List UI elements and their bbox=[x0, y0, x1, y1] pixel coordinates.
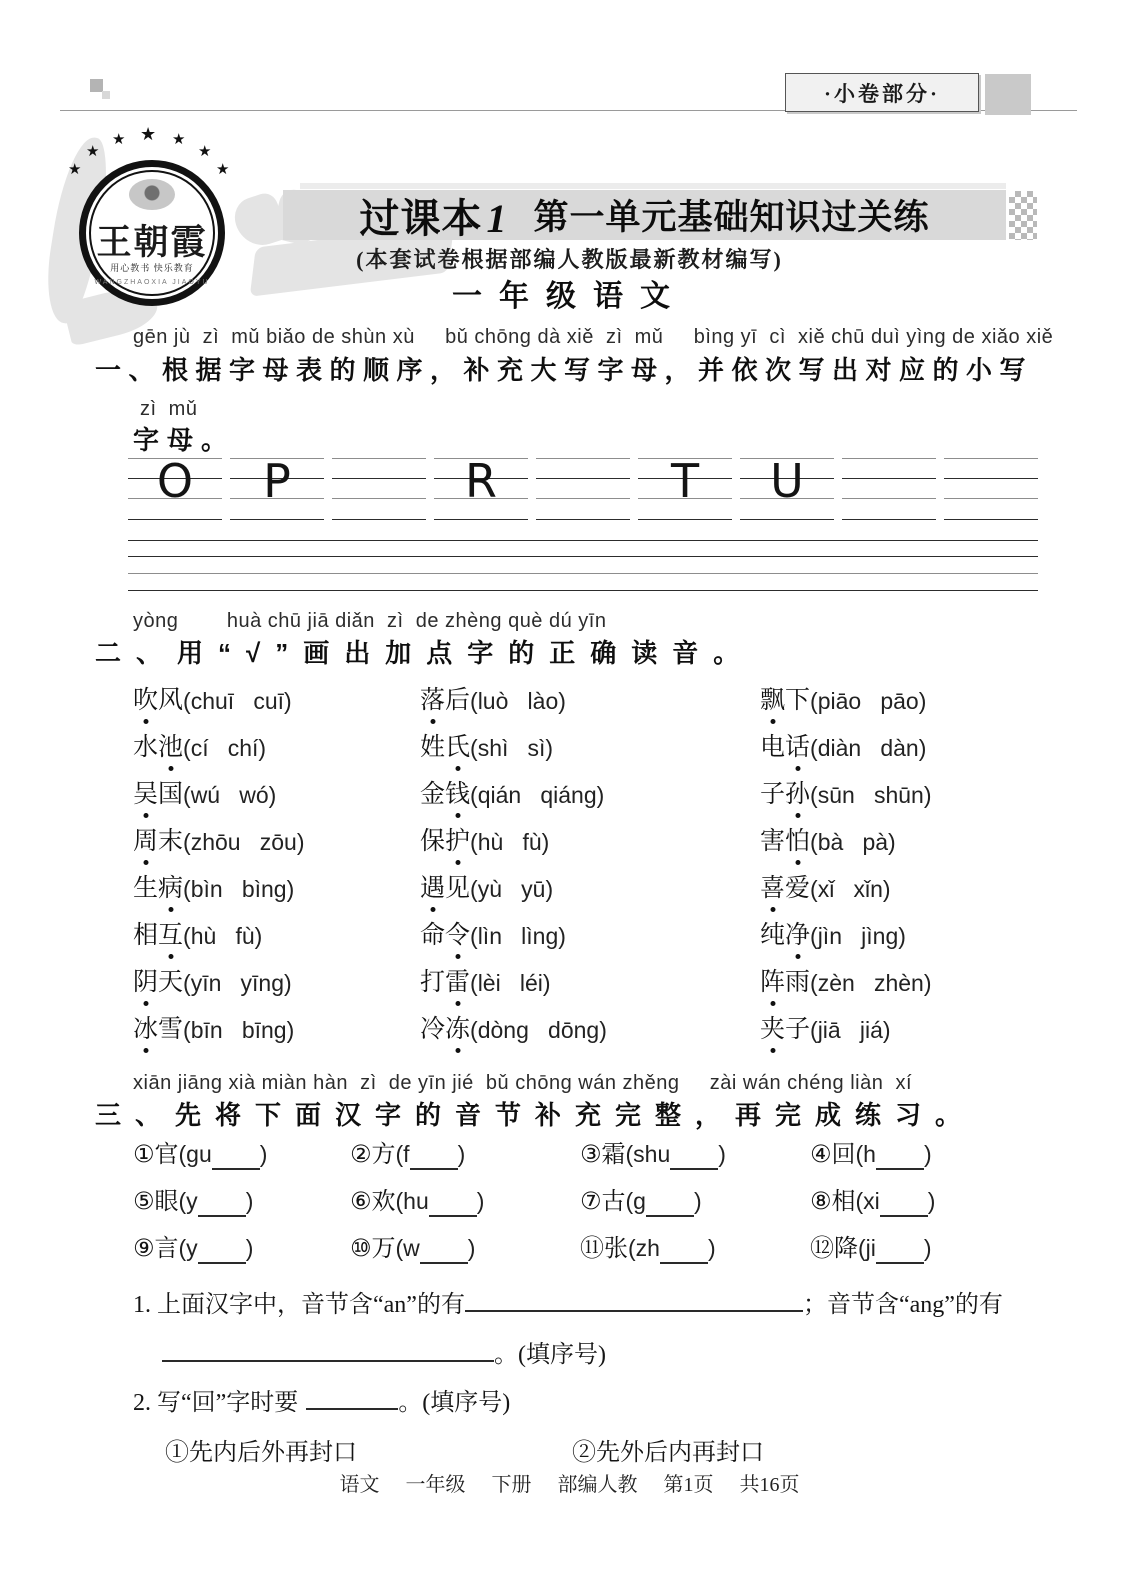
pinyin-options: (piāo pāo) bbox=[810, 688, 927, 714]
staff-line bbox=[842, 458, 936, 459]
staff-line bbox=[332, 498, 426, 499]
dotted-character: 吴 bbox=[133, 781, 159, 808]
answer-blank bbox=[660, 1238, 708, 1264]
staff-line bbox=[842, 498, 936, 499]
word-text bbox=[760, 1015, 810, 1045]
option-1: ①先内后外再封口 bbox=[165, 1440, 357, 1466]
character: 爱 bbox=[785, 875, 811, 902]
letter-box bbox=[638, 454, 732, 520]
word-item bbox=[760, 733, 1040, 780]
word-item bbox=[420, 874, 760, 921]
pinyin-options: (lìn lìng) bbox=[470, 923, 566, 949]
staff-line bbox=[536, 519, 630, 520]
character: 子 bbox=[760, 781, 786, 808]
pinyin-options: (jiā jiá) bbox=[810, 1017, 891, 1043]
syllable-close: ) bbox=[245, 1188, 254, 1214]
staff-line bbox=[740, 519, 834, 520]
syllable-item-label: ③霜 bbox=[580, 1140, 626, 1168]
word-text bbox=[133, 686, 183, 716]
word-text bbox=[133, 921, 183, 951]
word-text bbox=[760, 874, 810, 904]
staff-line bbox=[332, 519, 426, 520]
staff-line bbox=[944, 519, 1038, 520]
pinyin-options: (luò lào) bbox=[470, 688, 566, 714]
staff-line bbox=[638, 519, 732, 520]
character: 生 bbox=[133, 875, 159, 902]
staff-line bbox=[128, 590, 1038, 591]
answer-blank bbox=[198, 1238, 246, 1264]
star-icon: ★ bbox=[68, 161, 82, 178]
syllable-item-label: ⑤眼 bbox=[133, 1187, 179, 1215]
footer-item: 下册 bbox=[491, 1474, 532, 1496]
letter-practice-row bbox=[128, 454, 1038, 520]
character: 害 bbox=[760, 828, 786, 855]
pinyin-options: (hù fù) bbox=[183, 923, 263, 949]
syllable-stem: (shu bbox=[625, 1141, 671, 1167]
pinyin-options: (xǐ xǐn) bbox=[810, 876, 891, 902]
character: 命 bbox=[420, 922, 446, 949]
practice-letter: U bbox=[770, 454, 804, 508]
syllable-close: ) bbox=[693, 1188, 702, 1214]
word-text bbox=[760, 921, 810, 951]
character: 末 bbox=[158, 828, 184, 855]
word-item bbox=[760, 968, 1040, 1015]
word-item bbox=[133, 827, 420, 874]
character: 冷 bbox=[420, 1016, 446, 1043]
answer-blank bbox=[410, 1144, 458, 1170]
word-text bbox=[133, 827, 183, 857]
pinyin-options: (qián qiáng) bbox=[470, 782, 605, 808]
dotted-character: 雷 bbox=[445, 969, 471, 996]
character: 纯 bbox=[760, 922, 786, 949]
word-text bbox=[760, 827, 810, 857]
character: 见 bbox=[445, 875, 471, 902]
syllable-stem: (hu bbox=[395, 1188, 429, 1214]
pinyin-options: (zhōu zōu) bbox=[183, 829, 305, 855]
syllable-item bbox=[133, 1138, 350, 1185]
q2-word-grid bbox=[133, 686, 1040, 1062]
staff-line bbox=[536, 458, 630, 459]
word-item bbox=[760, 780, 1040, 827]
title-banner bbox=[283, 190, 1006, 240]
word-item bbox=[133, 921, 420, 968]
logo-ring bbox=[79, 160, 225, 306]
character: 天 bbox=[158, 969, 184, 996]
checker-decoration bbox=[1009, 191, 1037, 240]
q3-sub1-line1 bbox=[133, 1286, 1003, 1322]
syllable-item-label: ⑫降 bbox=[810, 1234, 858, 1262]
staff-line bbox=[230, 519, 324, 520]
word-item bbox=[133, 780, 420, 827]
syllable-stem: (h bbox=[855, 1141, 876, 1167]
q3-sub2-line bbox=[133, 1384, 510, 1420]
q3-sub2-options bbox=[0, 1432, 1139, 1466]
dotted-character: 喜 bbox=[760, 875, 786, 902]
dotted-character: 池 bbox=[158, 734, 184, 761]
dotted-character: 互 bbox=[158, 922, 184, 949]
word-text bbox=[420, 827, 470, 857]
word-text bbox=[420, 968, 470, 998]
syllable-close: ) bbox=[923, 1235, 932, 1261]
staff-line bbox=[842, 519, 936, 520]
answer-blank bbox=[212, 1144, 260, 1170]
pinyin-options: (chuī cuī) bbox=[183, 688, 292, 714]
pinyin-options: (diàn dàn) bbox=[810, 735, 927, 761]
pinyin-options: (dòng dōng) bbox=[470, 1017, 607, 1043]
unit-title: 第一单元基础知识过关练 bbox=[533, 198, 930, 237]
word-text bbox=[133, 1015, 183, 1045]
dotted-character: 病 bbox=[158, 875, 184, 902]
staff-line bbox=[332, 458, 426, 459]
q1-pinyin-line2: zì mǔ bbox=[140, 398, 198, 420]
section-tag-label: ·小卷部分· bbox=[823, 81, 940, 106]
corner-decoration-square bbox=[102, 91, 110, 99]
answer-blank bbox=[198, 1191, 246, 1217]
star-icon: ★ bbox=[112, 131, 126, 148]
character: 姓 bbox=[420, 734, 446, 761]
footer-item: 语文 bbox=[339, 1474, 380, 1496]
pinyin-options: (wú wó) bbox=[183, 782, 277, 808]
word-item bbox=[133, 874, 420, 921]
character: 金 bbox=[420, 781, 446, 808]
pinyin-options: (lèi léi) bbox=[470, 970, 551, 996]
q1-pinyin-line1: gēn jù zì mǔ biǎo de shùn xù bǔ chōng dà xiě zì mǔ bìng yī cì xiě chū duì yìng de xiǎo xiě bbox=[133, 326, 1054, 348]
word-item bbox=[760, 686, 1040, 733]
pinyin-options: (yīn yīng) bbox=[183, 970, 292, 996]
dotted-character: 令 bbox=[445, 922, 471, 949]
lesson-number: 1 bbox=[486, 195, 508, 241]
word-item bbox=[760, 827, 1040, 874]
syllable-item bbox=[350, 1185, 580, 1232]
syllable-stem: (f bbox=[395, 1141, 410, 1167]
syllable-close: ) bbox=[467, 1235, 476, 1261]
syllable-stem: (gu bbox=[178, 1141, 212, 1167]
footer-item: 部编人教 bbox=[557, 1474, 638, 1496]
word-text bbox=[760, 780, 810, 810]
lesson-title-prefix: 过课本 1 bbox=[359, 195, 508, 241]
syllable-item-label: ⑪张 bbox=[580, 1234, 628, 1262]
pinyin-options: (zèn zhèn) bbox=[810, 970, 932, 996]
dotted-character: 孙 bbox=[785, 781, 811, 808]
dotted-character: 落 bbox=[420, 687, 446, 714]
staff-line bbox=[128, 519, 222, 520]
pinyin-options: (shì sì) bbox=[470, 735, 554, 761]
q2-pinyin: yòng huà chū jiā diǎn zì de zhèng què dú yīn bbox=[133, 610, 607, 632]
dotted-character: 阴 bbox=[133, 969, 159, 996]
answer-blank bbox=[465, 1286, 803, 1312]
word-text bbox=[420, 874, 470, 904]
practice-letter: P bbox=[263, 454, 291, 508]
q3-sub2-text2: 。(填序号) bbox=[398, 1390, 511, 1416]
dotted-character: 话 bbox=[785, 734, 811, 761]
character: 后 bbox=[445, 687, 471, 714]
answer-blank bbox=[162, 1336, 494, 1362]
page-footer bbox=[0, 1468, 1139, 1497]
q3-sub1-line2 bbox=[162, 1336, 606, 1372]
letter-box bbox=[332, 458, 426, 520]
logo-brand-name: 王朝霞 bbox=[96, 223, 208, 262]
dotted-character: 周 bbox=[133, 828, 159, 855]
pinyin-options: (sūn shūn) bbox=[810, 782, 932, 808]
syllable-stem: (xi bbox=[855, 1188, 880, 1214]
word-item bbox=[420, 1015, 760, 1062]
character: 保 bbox=[420, 828, 446, 855]
syllable-item bbox=[350, 1138, 580, 1185]
star-icon: ★ bbox=[86, 143, 100, 160]
staff-line bbox=[536, 498, 630, 499]
pinyin-options: (jìn jìng) bbox=[810, 923, 906, 949]
letter-box bbox=[230, 454, 324, 520]
syllable-close: ) bbox=[259, 1141, 268, 1167]
character: 下 bbox=[785, 687, 811, 714]
dotted-character: 冻 bbox=[445, 1016, 471, 1043]
star-icon: ★ bbox=[216, 161, 230, 178]
word-item bbox=[133, 686, 420, 733]
syllable-stem: (w bbox=[395, 1235, 420, 1261]
dotted-character: 飘 bbox=[760, 687, 786, 714]
staff-line bbox=[128, 556, 1038, 557]
answer-blank bbox=[429, 1191, 477, 1217]
word-text bbox=[133, 733, 183, 763]
pinyin-options: (bīn bīng) bbox=[183, 1017, 295, 1043]
character: 子 bbox=[785, 1016, 811, 1043]
grade-subject-title: 一年级语文 bbox=[452, 280, 687, 313]
dotted-character: 遇 bbox=[420, 875, 446, 902]
syllable-item bbox=[810, 1138, 1040, 1185]
word-item bbox=[133, 1015, 420, 1062]
dotted-character: 钱 bbox=[445, 781, 471, 808]
syllable-close: ) bbox=[707, 1235, 716, 1261]
word-item bbox=[420, 686, 760, 733]
syllable-item bbox=[580, 1185, 810, 1232]
publisher-logo bbox=[68, 124, 240, 343]
character: 电 bbox=[760, 734, 786, 761]
q3-sub1-text1: 1. 上面汉字中，音节含“an”的有 bbox=[133, 1292, 465, 1318]
staff-line bbox=[332, 478, 426, 479]
letter-box bbox=[536, 458, 630, 520]
word-item bbox=[420, 921, 760, 968]
letter-box bbox=[842, 458, 936, 520]
logo-arc-text: WANGZHAOXIA JIAOYU bbox=[94, 279, 210, 286]
syllable-stem: (g bbox=[625, 1188, 646, 1214]
syllable-item bbox=[810, 1232, 1040, 1279]
word-text bbox=[760, 968, 810, 998]
practice-letter: T bbox=[670, 454, 700, 508]
word-text bbox=[420, 686, 470, 716]
syllable-item-label: ⑧相 bbox=[810, 1187, 856, 1215]
pinyin-options: (bìn bìng) bbox=[183, 876, 295, 902]
character: 打 bbox=[420, 969, 446, 996]
syllable-item bbox=[133, 1185, 350, 1232]
dotted-character: 阵 bbox=[760, 969, 786, 996]
q2-heading: 二、用“√”画出加点字的正确读音。 bbox=[95, 638, 755, 668]
syllable-stem: (y bbox=[178, 1235, 198, 1261]
dotted-character: 护 bbox=[445, 828, 471, 855]
syllable-item-label: ⑥欢 bbox=[350, 1187, 396, 1215]
q3-sub1-text3: 。(填序号) bbox=[494, 1342, 606, 1368]
syllable-item bbox=[350, 1232, 580, 1279]
word-text bbox=[420, 733, 470, 763]
staff-line bbox=[128, 573, 1038, 574]
word-text bbox=[133, 968, 183, 998]
syllable-close: ) bbox=[923, 1141, 932, 1167]
syllable-close: ) bbox=[476, 1188, 485, 1214]
dotted-character: 夹 bbox=[760, 1016, 786, 1043]
letter-box bbox=[944, 458, 1038, 520]
q3-sub2-text1: 2. 写“回”字时要 bbox=[133, 1390, 299, 1416]
syllable-item-label: ⑨言 bbox=[133, 1234, 179, 1262]
q3-pinyin: xiān jiāng xià miàn hàn zì de yīn jié bǔ chōng wán zhěng zài wán chéng liàn xí bbox=[133, 1072, 912, 1094]
syllable-item bbox=[580, 1232, 810, 1279]
word-text bbox=[133, 780, 183, 810]
pinyin-options: (yù yū) bbox=[470, 876, 554, 902]
syllable-stem: (ji bbox=[858, 1235, 876, 1261]
star-icon: ★ bbox=[140, 124, 157, 144]
letter-box bbox=[128, 454, 222, 520]
word-item bbox=[760, 874, 1040, 921]
pinyin-options: (bà pà) bbox=[810, 829, 896, 855]
q1-heading-line2: 字母。 bbox=[133, 425, 236, 455]
option-2: ②先外后内再封口 bbox=[572, 1440, 764, 1466]
dotted-character: 怕 bbox=[785, 828, 811, 855]
syllable-close: ) bbox=[245, 1235, 254, 1261]
character: 雨 bbox=[785, 969, 811, 996]
answer-blank bbox=[670, 1144, 718, 1170]
word-text bbox=[133, 874, 183, 904]
footer-item: 第1页 bbox=[663, 1474, 714, 1496]
word-text bbox=[420, 921, 470, 951]
answer-blank bbox=[876, 1144, 924, 1170]
syllable-item-label: ④回 bbox=[810, 1140, 856, 1168]
word-text bbox=[420, 1015, 470, 1045]
syllable-item bbox=[133, 1232, 350, 1279]
dotted-character: 冰 bbox=[133, 1016, 159, 1043]
word-text bbox=[760, 686, 810, 716]
word-text bbox=[420, 780, 470, 810]
syllable-stem: (y bbox=[178, 1188, 198, 1214]
staff-line bbox=[536, 478, 630, 479]
word-item bbox=[760, 921, 1040, 968]
q3-sub1-text2: ；音节含“ang”的有 bbox=[802, 1292, 1003, 1318]
writing-staff bbox=[128, 540, 1038, 590]
footer-item: 一年级 bbox=[405, 1474, 466, 1496]
logo-slogan: 用心教书 快乐教育 bbox=[110, 263, 194, 273]
pinyin-options: (cí chí) bbox=[183, 735, 267, 761]
character: 风 bbox=[158, 687, 184, 714]
word-item bbox=[760, 1015, 1040, 1062]
syllable-item-label: ①官 bbox=[133, 1140, 179, 1168]
section-tag bbox=[785, 73, 979, 112]
staff-line bbox=[944, 498, 1038, 499]
syllable-item bbox=[810, 1185, 1040, 1232]
q3-syllable-grid bbox=[133, 1138, 1040, 1279]
star-icon: ★ bbox=[172, 131, 186, 148]
word-item bbox=[420, 780, 760, 827]
answer-blank bbox=[880, 1191, 928, 1217]
syllable-item-label: ⑩万 bbox=[350, 1234, 396, 1262]
pinyin-options: (hù fù) bbox=[470, 829, 550, 855]
staff-line bbox=[944, 478, 1038, 479]
character: 水 bbox=[133, 734, 159, 761]
answer-blank bbox=[420, 1238, 468, 1264]
word-item bbox=[420, 733, 760, 780]
edition-subtitle: (本套试卷根据部编人教版最新教材编写) bbox=[356, 247, 783, 272]
footer-item: 共16页 bbox=[739, 1474, 800, 1496]
syllable-item bbox=[580, 1138, 810, 1185]
character: 雪 bbox=[158, 1016, 184, 1043]
syllable-item-label: ②方 bbox=[350, 1140, 396, 1168]
answer-blank bbox=[646, 1191, 694, 1217]
syllable-close: ) bbox=[927, 1188, 936, 1214]
answer-blank bbox=[306, 1384, 398, 1410]
syllable-item-label: ⑦古 bbox=[580, 1187, 626, 1215]
character: 相 bbox=[133, 922, 159, 949]
corner-gray-block bbox=[985, 74, 1031, 115]
portrait-icon bbox=[129, 179, 175, 210]
word-text bbox=[760, 733, 810, 763]
letter-box bbox=[740, 454, 834, 520]
word-item bbox=[133, 968, 420, 1015]
staff-line bbox=[944, 458, 1038, 459]
dotted-character: 净 bbox=[785, 922, 811, 949]
syllable-close: ) bbox=[457, 1141, 466, 1167]
practice-letter: R bbox=[465, 454, 497, 508]
staff-line bbox=[842, 478, 936, 479]
staff-line bbox=[128, 540, 1038, 541]
dotted-character: 氏 bbox=[445, 734, 471, 761]
star-icon: ★ bbox=[198, 143, 212, 160]
letter-box bbox=[434, 454, 528, 520]
word-item bbox=[133, 733, 420, 780]
practice-letter: O bbox=[156, 454, 194, 508]
syllable-stem: (zh bbox=[628, 1235, 660, 1261]
q1-heading-line1: 一、根据字母表的顺序，补充大写字母，并依次写出对应的小写 bbox=[95, 355, 1034, 385]
answer-blank bbox=[876, 1238, 924, 1264]
q3-heading: 三、先将下面汉字的音节补充完整，再完成练习。 bbox=[95, 1100, 976, 1130]
dotted-character: 吹 bbox=[133, 687, 159, 714]
staff-line bbox=[434, 519, 528, 520]
word-item bbox=[420, 827, 760, 874]
character: 国 bbox=[158, 781, 184, 808]
syllable-close: ) bbox=[718, 1141, 726, 1167]
word-item bbox=[420, 968, 760, 1015]
